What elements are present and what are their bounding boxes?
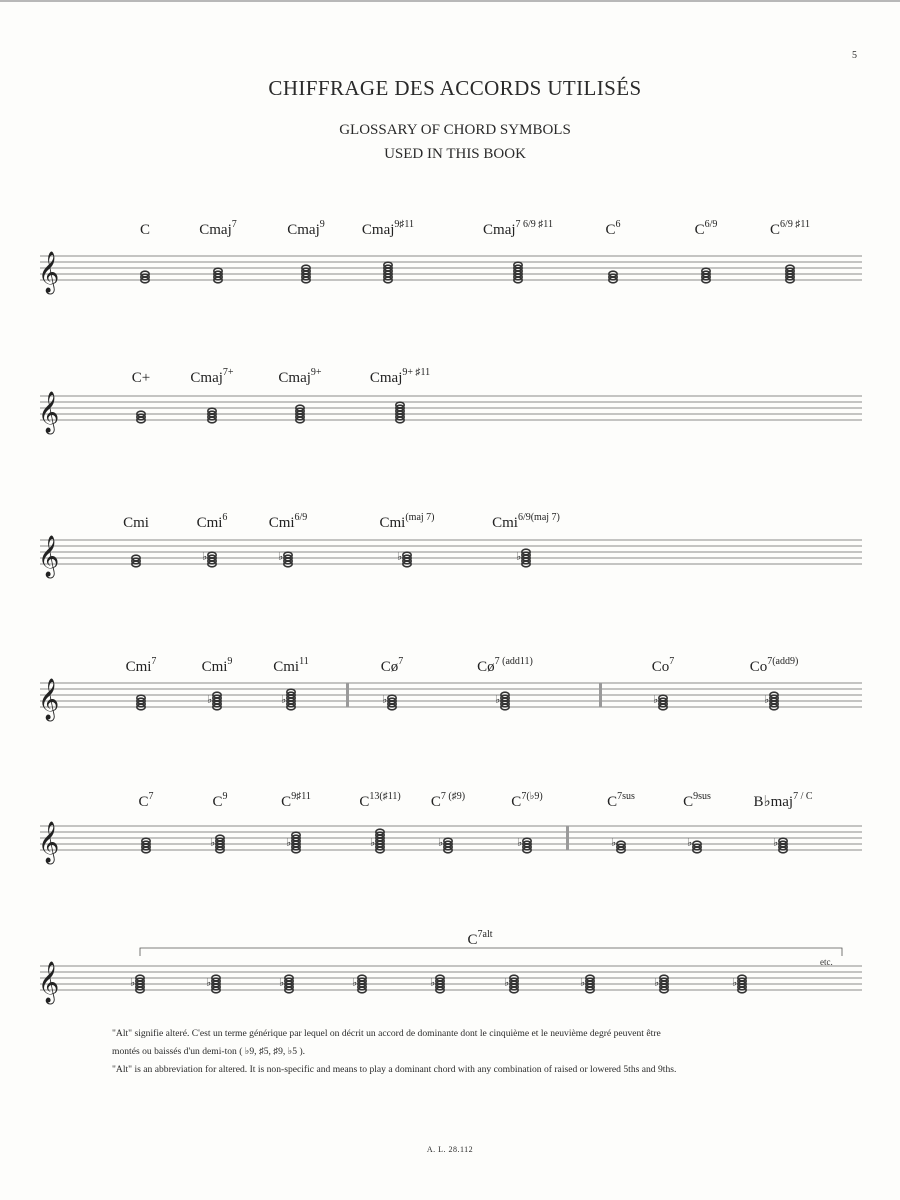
page-number: 5 — [852, 50, 857, 61]
chord-symbol: Cmi$^{6/9(maj 7)}$ — [492, 512, 560, 531]
chord-symbol: Cmaj$^{9♯11}$ — [361, 219, 415, 238]
chord-notes — [286, 832, 300, 853]
svg-text:♭: ♭ — [580, 977, 586, 989]
chord-notes — [137, 695, 145, 710]
chord-notes — [210, 835, 224, 853]
svg-text:♭: ♭ — [210, 837, 216, 849]
chord-symbol: Cmi — [123, 515, 149, 531]
chord-notes — [687, 837, 701, 853]
svg-text:♭: ♭ — [611, 837, 617, 849]
note-english: "Alt" is an abbreviation for altered. It is non-specific and means to play a dominant chord with any combination of raised or lowered 5ths and 9ths. — [112, 1064, 677, 1075]
chord-notes — [281, 689, 295, 710]
chord-symbol: Co$^7$ — [651, 656, 675, 675]
chord-notes — [438, 837, 452, 853]
svg-text:♭: ♭ — [278, 551, 284, 563]
chord-symbol: C+ — [131, 370, 151, 386]
chord-symbol: Cmi$^{11}$ — [273, 656, 309, 675]
svg-text:♭: ♭ — [286, 837, 292, 849]
chord-notes — [141, 271, 149, 283]
svg-text:♭: ♭ — [202, 551, 208, 563]
page-title: CHIFFRAGE DES ACCORDS UTILISÉS — [268, 76, 642, 100]
chord-notes — [495, 692, 509, 710]
double-barline — [599, 683, 602, 707]
svg-text:♭: ♭ — [764, 694, 770, 706]
alt-chord-notes — [732, 975, 746, 993]
treble-clef-icon: 𝄞 — [38, 679, 60, 719]
chord-notes — [137, 411, 145, 423]
svg-text:♭: ♭ — [504, 977, 510, 989]
chord-notes — [132, 555, 140, 567]
chord-notes — [653, 694, 667, 710]
chord-symbol: $C^6$ — [605, 219, 621, 238]
chord-symbol: $C^{7 (♯9)}$ — [430, 791, 466, 810]
treble-clef-icon: 𝄞 — [38, 822, 60, 862]
double-barline — [566, 826, 569, 850]
svg-text:♭: ♭ — [279, 977, 285, 989]
chord-symbol: $C^9$ — [212, 791, 228, 810]
alt-chord-notes — [352, 975, 366, 993]
chord-symbol: $C^{6/9 ♯11}$ — [770, 219, 810, 238]
subtitle-line-2: USED IN THIS BOOK — [384, 146, 526, 162]
chord-symbol: $Cø^{7 (add11)}$ — [477, 656, 533, 675]
svg-text:♭: ♭ — [382, 694, 388, 706]
chord-symbol: $C^{7sus}$ — [607, 791, 635, 810]
chord-symbol: Cmaj$^{9+ ♯11}$ — [369, 367, 431, 386]
chord-notes — [611, 837, 625, 853]
chord-notes — [384, 262, 392, 283]
treble-clef-icon: 𝄞 — [38, 392, 60, 432]
chord-symbol: Cmi$^6$ — [196, 512, 228, 531]
chord-notes — [278, 551, 292, 567]
chord-notes — [397, 551, 411, 567]
svg-text:♭: ♭ — [654, 977, 660, 989]
svg-text:♭: ♭ — [773, 837, 779, 849]
treble-clef-icon: 𝄞 — [38, 536, 60, 576]
staff-row-3 — [38, 535, 862, 578]
alt-chord-notes — [279, 975, 293, 993]
staff-row-5 — [38, 821, 862, 864]
chord-symbol: Cmi$^{(maj 7)}$ — [379, 512, 435, 531]
chord-notes — [214, 268, 222, 283]
note-french-line-1: "Alt" signifie alteré. C'est un terme générique par lequel on décrit un accord de dominante dont le cinquième et le neuvième degré peuvent être — [112, 1028, 661, 1039]
svg-text:♭: ♭ — [732, 977, 738, 989]
chord-symbol: Cmi$^7$ — [125, 656, 157, 675]
chord-symbol: $C^7$ — [138, 791, 154, 810]
chord-symbol: Cmaj$^9$ — [287, 219, 325, 238]
svg-text:♭: ♭ — [517, 837, 523, 849]
treble-clef-icon: 𝄞 — [38, 962, 60, 1002]
treble-clef-icon: 𝄞 — [38, 252, 60, 292]
chord-symbol: $C^{7(♭9)}$ — [511, 791, 543, 810]
chord-notes — [202, 551, 216, 567]
chord-notes — [517, 837, 531, 853]
chord-symbol: Cmaj$^{7 6/9 ♯11}$ — [483, 219, 553, 238]
note-french-line-2: montés ou baissés d'un demi-ton ( ♭9, ♯5, ♯9, ♭5 ). — [112, 1046, 306, 1057]
svg-text:♭: ♭ — [653, 694, 659, 706]
chord-symbol: Cmaj$^7$ — [199, 219, 237, 238]
staff-row-1 — [38, 251, 862, 294]
chord-symbol: C — [139, 222, 151, 238]
chord-symbol: $Cø^7$ — [380, 656, 404, 675]
chord-notes — [296, 405, 304, 423]
chord-notes — [516, 549, 530, 567]
double-barline — [346, 683, 349, 707]
staff-row-4 — [38, 678, 862, 721]
chord-symbol: $C^{6/9}$ — [694, 219, 718, 238]
svg-text:♭: ♭ — [687, 837, 693, 849]
svg-text:♭: ♭ — [281, 694, 287, 706]
chord-symbol: $C^{9♯11}$ — [281, 791, 311, 810]
svg-text:♭: ♭ — [516, 551, 522, 563]
chord-symbol: $C^{9sus}$ — [683, 791, 711, 810]
chord-notes — [514, 262, 522, 283]
page-subtitle — [0, 118, 900, 166]
chord-symbol: $C^{13(♯11)}$ — [359, 791, 401, 810]
chord-symbol: Cmaj$^{7+}$ — [190, 367, 234, 386]
staff-row-2 — [38, 391, 862, 434]
svg-text:♭: ♭ — [206, 977, 212, 989]
alt-chord-notes — [580, 975, 594, 993]
chord-symbol: B♭maj$^{7 / C}$ — [753, 791, 813, 810]
top-border — [0, 0, 900, 2]
svg-text:♭: ♭ — [370, 837, 376, 849]
chord-symbol: Cmi$^9$ — [201, 656, 233, 675]
chord-notes — [773, 837, 787, 853]
catalog-number: A. L. 28.112 — [426, 1145, 474, 1154]
chord-symbol: $Co^{7(add9)}$ — [749, 656, 799, 675]
chord-symbol: $C^{7alt}$ — [467, 929, 493, 948]
alt-chord-notes — [130, 975, 144, 993]
alt-chord-notes — [504, 975, 518, 993]
chord-notes — [786, 265, 794, 283]
etc-label: etc. — [820, 957, 833, 967]
chord-notes — [208, 408, 216, 423]
chord-notes — [207, 692, 221, 710]
chord-notes — [396, 402, 404, 423]
staff-row-6 — [38, 961, 862, 1004]
alt-chord-notes — [430, 975, 444, 993]
svg-text:♭: ♭ — [352, 977, 358, 989]
alt-chord-notes — [654, 975, 668, 993]
chord-symbol: Cmaj$^{9+}$ — [278, 367, 322, 386]
alt-chord-notes — [206, 975, 220, 993]
alt-bracket — [140, 948, 842, 956]
chord-notes — [609, 271, 617, 283]
subtitle-line-1: GLOSSARY OF CHORD SYMBOLS — [339, 122, 571, 138]
chord-notes — [382, 694, 396, 710]
chord-symbol: Cmi$^{6/9}$ — [268, 512, 308, 531]
svg-text:♭: ♭ — [438, 837, 444, 849]
svg-text:♭: ♭ — [397, 551, 403, 563]
svg-text:♭: ♭ — [130, 977, 136, 989]
chord-notes — [142, 838, 150, 853]
svg-text:♭: ♭ — [495, 694, 501, 706]
svg-text:♭: ♭ — [207, 694, 213, 706]
chord-notes — [302, 265, 310, 283]
chord-notes — [764, 692, 778, 710]
chord-notes — [702, 268, 710, 283]
explanatory-notes — [112, 1025, 872, 1079]
chord-notes — [370, 829, 384, 853]
svg-text:♭: ♭ — [430, 977, 436, 989]
